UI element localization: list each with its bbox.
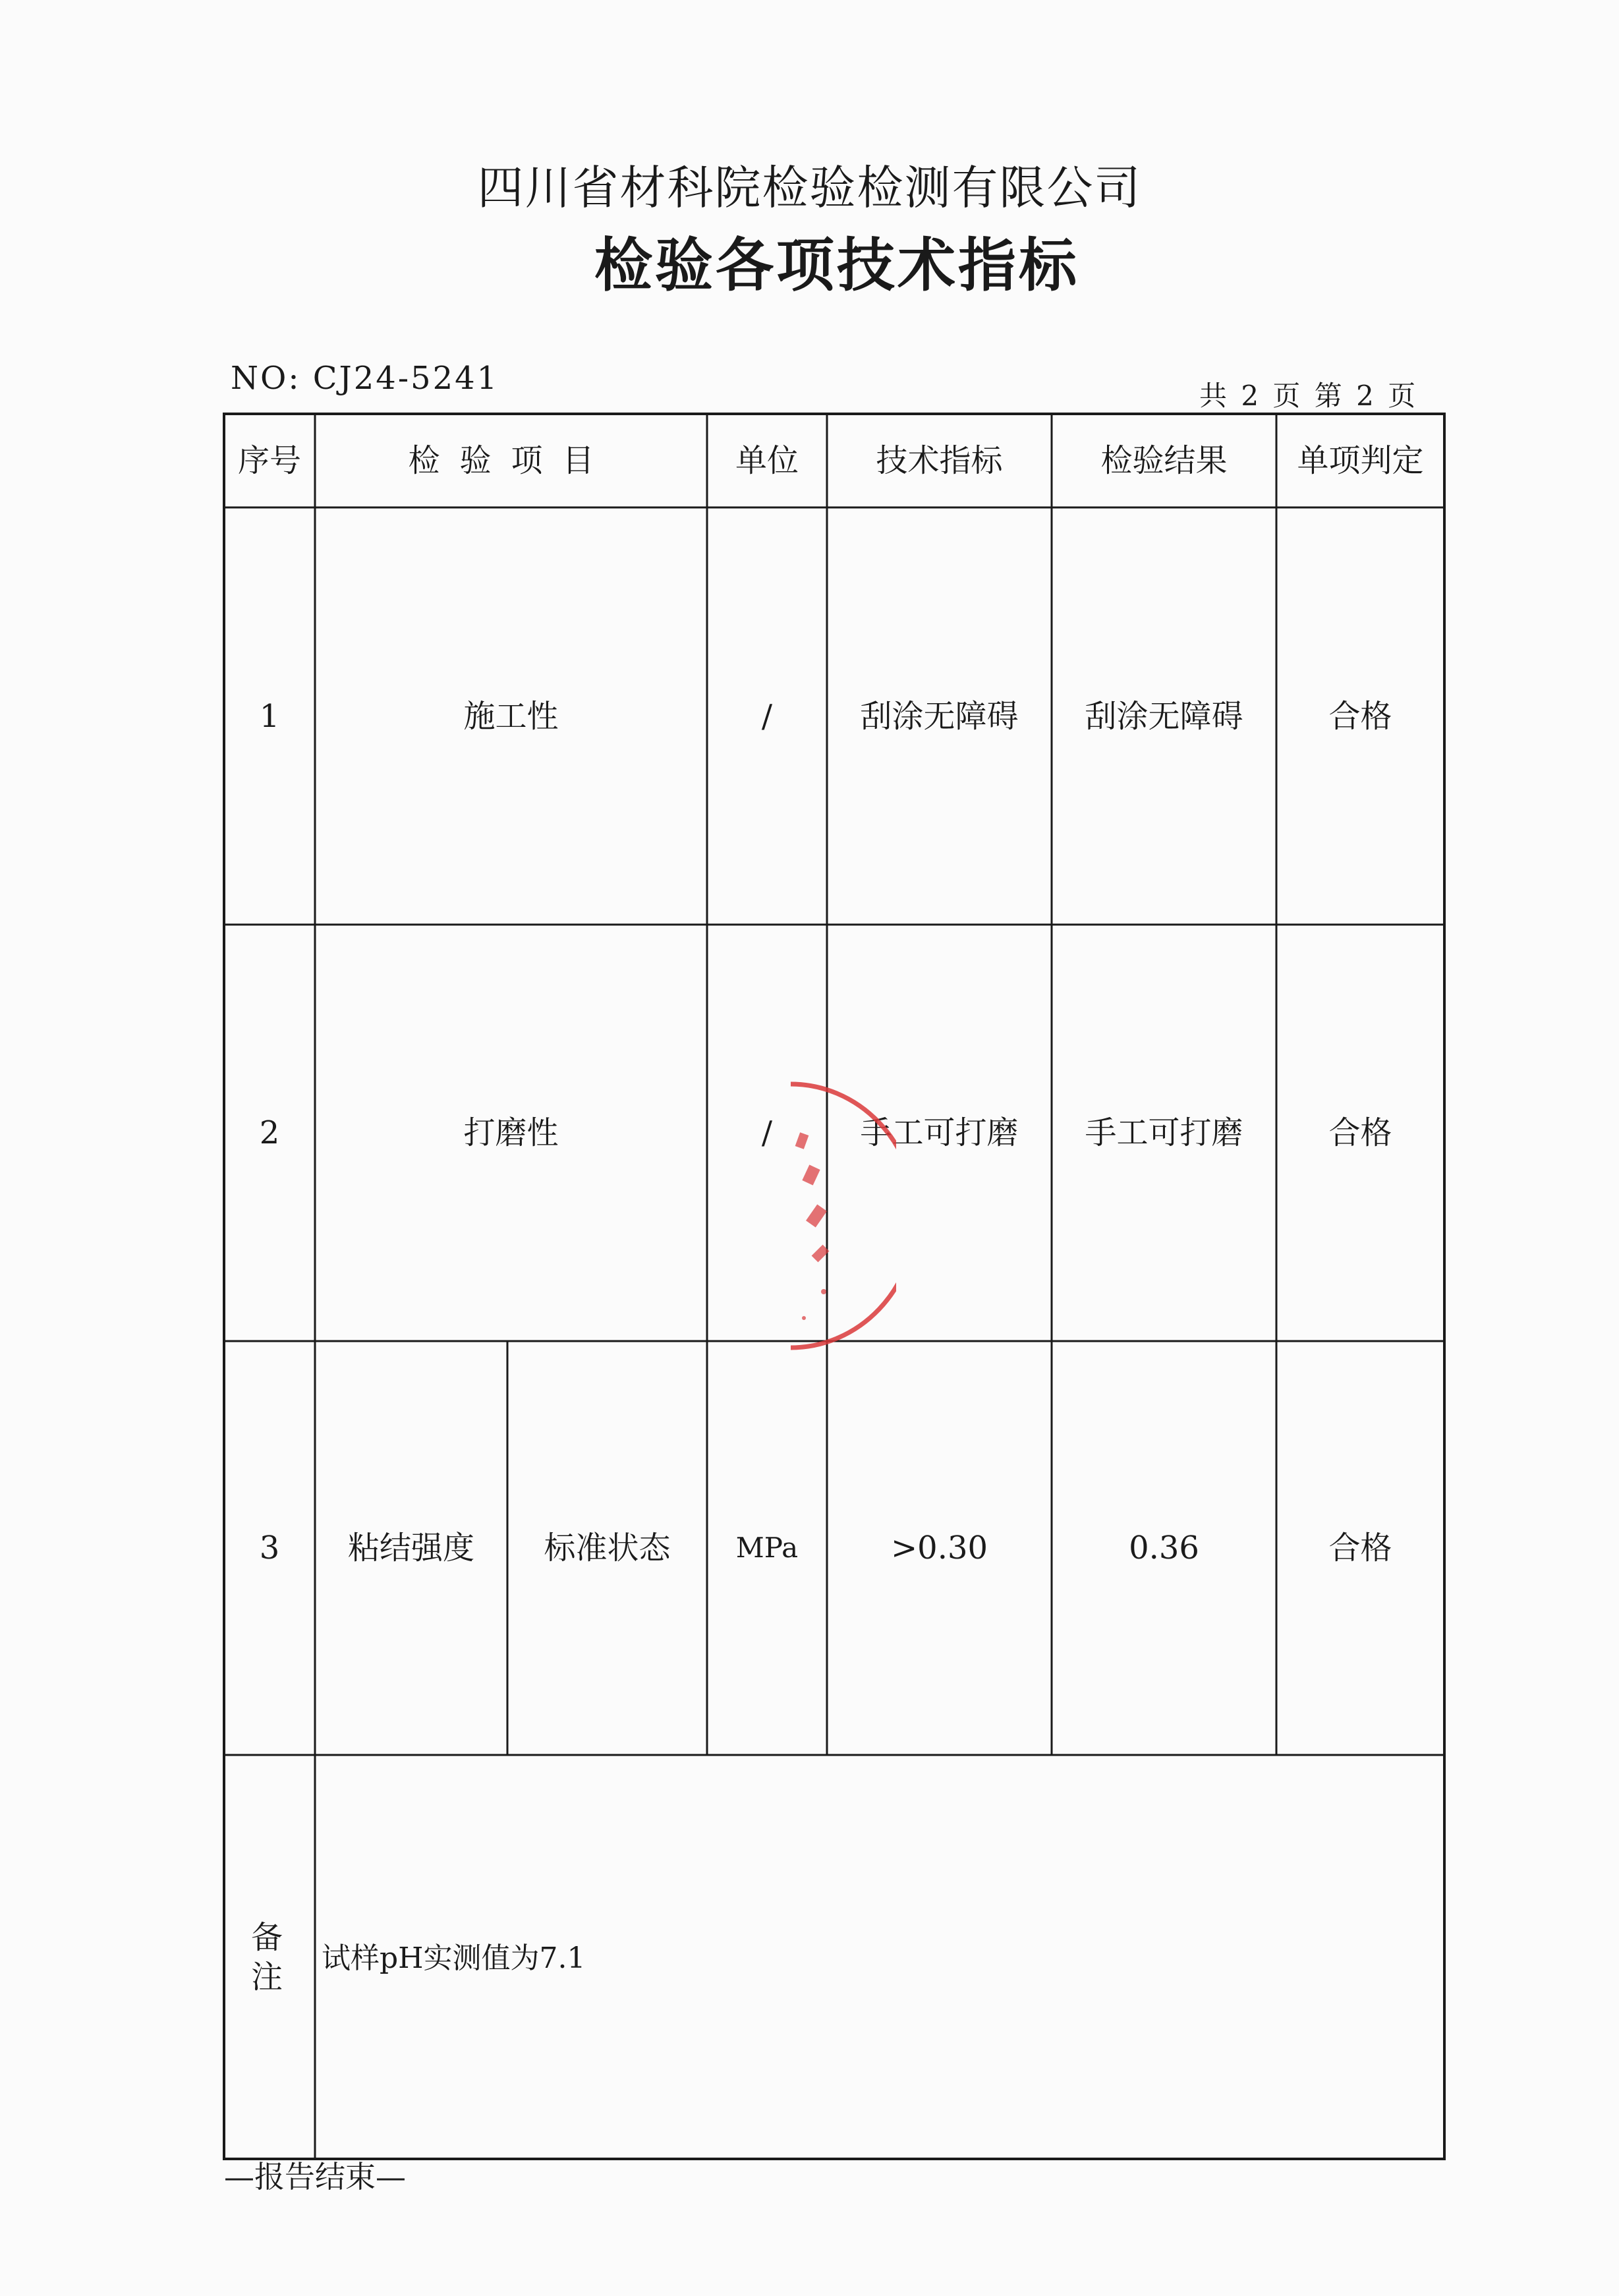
header-result: 检验结果 xyxy=(1100,442,1228,479)
header-spec: 技术指标 xyxy=(876,442,1003,479)
row-2-item: 打磨性 xyxy=(463,1114,559,1151)
row-3-seq: 3 xyxy=(259,1530,280,1566)
seal-stamp-icon xyxy=(764,1081,896,1364)
report-number: NO: CJ24-5241 xyxy=(231,360,499,397)
row-3-subitem: 标准状态 xyxy=(544,1530,671,1566)
page-indicator: 共 2 页 第 2 页 xyxy=(1199,380,1419,412)
row-2-spec: 手工可打磨 xyxy=(860,1114,1019,1151)
row-3-verdict: 合格 xyxy=(1328,1530,1392,1566)
document-title: 检验各项技术指标 xyxy=(594,231,1079,299)
row-1-unit: / xyxy=(761,697,773,735)
row-2-result: 手工可打磨 xyxy=(1085,1114,1243,1151)
row-3-spec: >0.30 xyxy=(890,1530,988,1566)
row-3-unit: MPa xyxy=(735,1532,799,1564)
row-1-verdict: 合格 xyxy=(1328,697,1392,735)
row-1-spec: 刮涂无障碍 xyxy=(860,697,1019,735)
row-2-unit: / xyxy=(761,1114,773,1151)
row-3-item: 粘结强度 xyxy=(347,1530,474,1566)
row-2-seq: 2 xyxy=(259,1114,280,1151)
row-1-result: 刮涂无障碍 xyxy=(1085,697,1243,735)
header-unit: 单位 xyxy=(735,442,799,479)
report-end-marker: —报告结束— xyxy=(224,2159,406,2195)
remark-label xyxy=(224,1918,310,1997)
row-3-result: 0.36 xyxy=(1129,1530,1199,1566)
remark-text: 试样pH实测值为7.1 xyxy=(322,1941,586,1975)
header-verdict: 单项判定 xyxy=(1297,442,1424,479)
header-item: 检验项目 xyxy=(408,442,614,479)
row-1-item: 施工性 xyxy=(463,697,559,735)
company-name: 四川省材科院检验检测有限公司 xyxy=(477,161,1142,215)
row-1-seq: 1 xyxy=(259,697,280,735)
row-2-verdict: 合格 xyxy=(1328,1114,1392,1151)
remark-label-text: 备注 xyxy=(250,1919,283,1995)
header-seq: 序号 xyxy=(237,442,301,479)
